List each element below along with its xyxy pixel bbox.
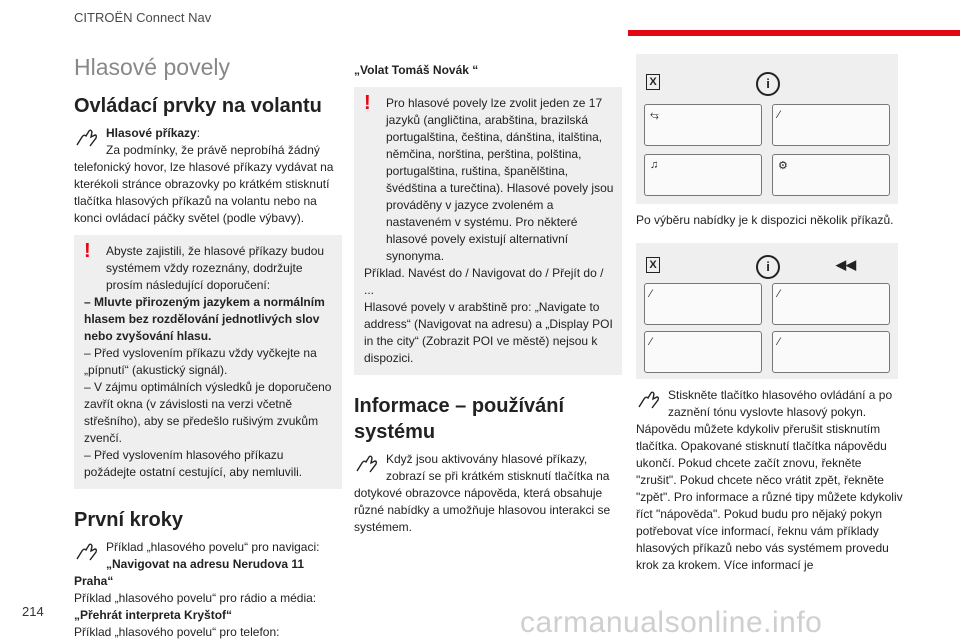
info-icon[interactable]: i bbox=[756, 72, 780, 96]
example-phone: Příklad „hlasového povelu“ pro telefon: bbox=[74, 625, 280, 639]
example-nav-command: „Navigovat na adresu Nerudova 11 Praha“ bbox=[74, 557, 305, 588]
warning-line: Příklad. Navést do / Navigovat do / Přejít do / ... bbox=[364, 266, 604, 297]
warning-line: – Před vyslovením příkazu vždy vyčkejte na „pípnutí“ (akustický signál). bbox=[84, 346, 317, 377]
examples-paragraph bbox=[74, 539, 342, 641]
warning-line: Hlasové povely v arabštině pro: „Navigate to address“ (Navigovat na adresu) a „Display POI in the city“ (Zobrazit POI ve městě) nejsou k dispozici. bbox=[364, 300, 613, 365]
header-accent-bar bbox=[628, 30, 960, 36]
system-info-text: Když jsou aktivovány hlasové příkazy, zobrazí se při krátkém stisknutí tlačítka na dotykové obrazovce nápověda, která obsahuje různé nabídky a umožňuje hlasovou interakci se systémem. bbox=[354, 452, 611, 534]
help-usage-paragraph bbox=[636, 387, 904, 574]
example-phone-command: „Volat Tomáš Novák “ bbox=[354, 63, 479, 77]
phone-icon: ⁄ bbox=[650, 336, 652, 348]
help-screen-submenu bbox=[636, 243, 898, 379]
heading-first-steps: První kroky bbox=[74, 509, 183, 531]
command-tile[interactable] bbox=[644, 331, 762, 373]
heading-steering-controls: Ovládací prvky na volantu bbox=[74, 95, 322, 117]
example-radio: Příklad „hlasového povelu“ pro rádio a média: bbox=[74, 591, 317, 605]
hand-press-icon bbox=[74, 125, 100, 149]
voice-commands-label: Hlasové příkazy bbox=[106, 126, 197, 140]
close-icon[interactable]: X bbox=[646, 257, 660, 273]
command-tile[interactable] bbox=[644, 283, 762, 325]
command-tile[interactable] bbox=[772, 283, 890, 325]
watermark: carmanualsonline.info bbox=[520, 606, 823, 639]
phone-icon: ⁄ bbox=[778, 288, 780, 300]
voice-commands-text: Za podmínky, že právě neprobíhá žádný telefonický hovor, lze hlasové příkazy vydávat na kterékoli stránce obrazovky po krátkém stisknutí tlačítka hlasových příkazů na volantu nebo na konci ovládací páčky světel (podle výbavy). bbox=[74, 143, 334, 225]
warning-line: – V zájmu optimálních výsledků je doporučeno zavřít okna (v závislosti na verzi včetně střešního), aby se předešlo rušivým zvukům zvenčí. bbox=[84, 380, 332, 445]
page-number: 214 bbox=[22, 604, 44, 619]
warning-line: Abyste zajistili, že hlasové příkazy budou systémem vždy rozeznány, dodržujte prosím následující doporučení: bbox=[106, 244, 325, 292]
system-info-paragraph bbox=[354, 451, 622, 536]
hand-press-icon bbox=[354, 451, 380, 475]
column-3 bbox=[636, 54, 904, 574]
section-title: Hlasové povely bbox=[74, 54, 230, 80]
menu-caption: Po výběru nabídky je k dispozici několik příkazů. bbox=[636, 213, 894, 227]
example-radio-command: „Přehrát interpreta Kryštof“ bbox=[74, 608, 233, 622]
navigation-icon: ⥃ bbox=[650, 109, 659, 121]
colon: : bbox=[196, 126, 201, 140]
music-icon: ♫ bbox=[650, 159, 659, 171]
phone-icon: ⁄ bbox=[778, 109, 780, 121]
menu-tile-phone[interactable] bbox=[772, 104, 890, 146]
phone-icon: ⁄ bbox=[650, 288, 652, 300]
back-icon[interactable]: ◀◀ bbox=[836, 257, 856, 272]
help-usage-text: Stiskněte tlačítko hlasového ovládání a po zaznění tónu vyslovte hlasový pokyn. Nápovědu můžete kdykoliv přerušit stisknutím tlačítka. Opakované stisknutí tlačítka nápovědu ukončí. Pokud chcete začít znovu, řekněte "zrušit". Pokud chcete něco vrátit zpět, řekněte "zpět". Pro informace a různé tipy můžete kdykoliv říct "nápověda". Pokud budu pro nějaký pokyn potřebovat více informací, řeknu vám příklady hlasových příkazů nebo vás systémem provedu krok za krokem. Více informací je bbox=[636, 388, 903, 572]
hand-press-icon bbox=[636, 387, 662, 411]
command-tile[interactable] bbox=[772, 331, 890, 373]
column-2 bbox=[354, 54, 622, 536]
menu-tile-music[interactable] bbox=[644, 154, 762, 196]
menu-tile-settings[interactable] bbox=[772, 154, 890, 196]
close-icon[interactable]: X bbox=[646, 74, 660, 90]
settings-icon: ⚙ bbox=[778, 160, 788, 172]
warning-icon: ! bbox=[364, 92, 371, 114]
warning-line: – Před vyslovením hlasového příkazu požádejte ostatní cestující, aby nemluvili. bbox=[84, 448, 303, 479]
warning-line: – Mluvte přirozeným jazykem a normálním hlasem bez rozdělování jednotlivých slov nebo zvyšování hlasu. bbox=[84, 295, 325, 343]
heading-system-info: Informace – používání systému bbox=[354, 395, 565, 443]
phone-icon: ⁄ bbox=[778, 336, 780, 348]
column-1 bbox=[74, 54, 342, 641]
menu-tile-navigation[interactable] bbox=[644, 104, 762, 146]
info-icon[interactable]: i bbox=[756, 255, 780, 279]
header-title: CITROËN Connect Nav bbox=[74, 10, 212, 25]
hand-press-icon bbox=[74, 539, 100, 563]
voice-commands-paragraph bbox=[74, 125, 342, 227]
example-nav: Příklad „hlasového povelu“ pro navigaci: bbox=[106, 540, 320, 554]
warning-icon: ! bbox=[84, 240, 91, 262]
warning-line: Pro hlasové povely lze zvolit jeden ze 17 jazyků (angličtina, arabština, brazilská portugalština, čeština, dánština, italština, němčina, norština, perština, polština, portugalština, ruština, španělština, švédština a turečtina). Hlasové povely jsou prováděny v jazyce zvoleném a nastaveném v systému. Pro některé hlasové povely existují alternativní synonyma. bbox=[386, 96, 614, 263]
help-screen-main bbox=[636, 54, 898, 204]
language-warning-box bbox=[354, 87, 622, 375]
warning-box bbox=[74, 235, 342, 489]
